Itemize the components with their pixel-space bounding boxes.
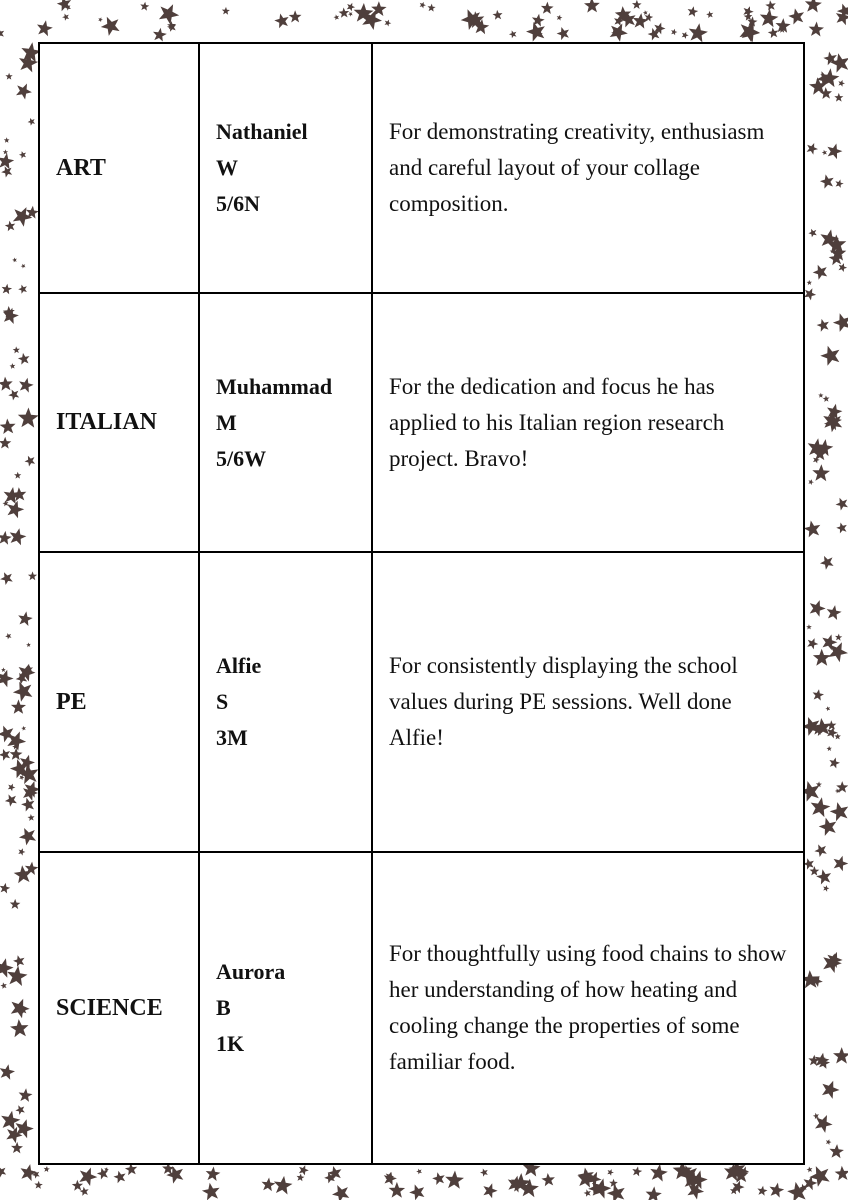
star-icon (5, 73, 12, 80)
star-icon (812, 464, 830, 481)
star-icon (4, 137, 10, 143)
star-icon (480, 1169, 488, 1177)
star-icon (833, 313, 848, 332)
star-icon (18, 353, 30, 365)
star-icon (202, 1183, 220, 1200)
student-class: 3M (216, 725, 248, 750)
star-icon (274, 1176, 293, 1195)
star-icon (0, 437, 11, 449)
student-cell (199, 293, 372, 552)
star-icon (3, 308, 19, 324)
star-icon (632, 0, 642, 9)
star-icon (8, 390, 19, 401)
star-icon (1, 1111, 20, 1131)
star-icon (12, 258, 17, 263)
star-icon (557, 15, 563, 21)
star-icon (829, 1144, 844, 1158)
star-icon (14, 472, 21, 479)
star-icon (80, 1187, 89, 1196)
reason-cell: For the dedication and focus he has applied to his Italian region research project. Bravo! (372, 293, 804, 552)
star-icon (37, 20, 53, 36)
star-icon (16, 84, 32, 100)
star-icon (820, 556, 834, 570)
star-icon (765, 0, 776, 11)
star-icon (836, 498, 848, 511)
star-icon (206, 1167, 221, 1182)
star-icon (420, 2, 426, 8)
star-icon (0, 1166, 6, 1177)
star-icon (827, 746, 832, 751)
star-icon (19, 151, 26, 159)
star-icon (813, 1113, 819, 1119)
reason-cell: For demonstrating creativity, enthusiasm and careful layout of your collage composition. (372, 43, 804, 293)
star-icon (62, 14, 69, 21)
star-icon (650, 1164, 668, 1182)
star-icon (348, 12, 353, 17)
star-icon (289, 10, 302, 22)
star-icon (26, 643, 31, 648)
star-icon (787, 1182, 807, 1200)
star-icon (347, 3, 355, 12)
star-icon (1, 667, 6, 672)
star-icon (57, 0, 71, 11)
star-icon (827, 605, 842, 620)
star-icon (0, 883, 10, 894)
star-icon (584, 1189, 591, 1197)
star-icon (839, 263, 848, 272)
star-icon (13, 346, 20, 353)
student-class: 1K (216, 1031, 245, 1056)
star-icon (432, 1172, 445, 1185)
star-icon (816, 869, 831, 884)
star-icon (834, 733, 841, 739)
star-icon (607, 1169, 614, 1176)
star-icon (557, 27, 569, 40)
star-icon (808, 479, 814, 485)
star-icon (509, 30, 517, 38)
star-icon (823, 885, 829, 892)
star-icon (334, 14, 340, 20)
subject-cell: ART (39, 43, 199, 293)
star-icon (806, 624, 812, 629)
award-row-italian (39, 293, 804, 552)
star-icon (44, 1166, 50, 1172)
star-icon (13, 955, 24, 967)
star-icon (830, 802, 848, 821)
award-row-pe (39, 552, 804, 852)
student-initial: B (216, 995, 231, 1020)
star-icon (805, 0, 822, 13)
subject-cell: PE (39, 552, 199, 852)
star-icon (409, 1184, 424, 1200)
star-icon (385, 20, 392, 27)
star-icon (19, 1088, 33, 1102)
star-icon (10, 899, 21, 909)
star-icon (822, 1081, 840, 1099)
student-first-name: Aurora (216, 959, 286, 984)
star-icon (10, 363, 16, 369)
student-class: 5/6N (216, 191, 260, 216)
star-icon (5, 221, 16, 232)
star-icon (646, 1186, 662, 1200)
star-icon (98, 17, 103, 22)
star-icon (810, 600, 826, 617)
star-icon (3, 149, 8, 154)
star-icon (811, 797, 831, 817)
star-icon (826, 1139, 832, 1145)
star-icon (11, 999, 30, 1019)
star-icon (10, 528, 27, 545)
star-icon (817, 319, 829, 332)
student-class: 5/6W (216, 445, 267, 471)
star-icon (274, 14, 288, 29)
star-icon (18, 848, 25, 855)
star-icon (827, 720, 837, 730)
star-icon (807, 1167, 813, 1173)
star-icon (760, 9, 779, 27)
star-icon (0, 1064, 15, 1080)
star-icon (384, 1172, 397, 1185)
star-icon (541, 2, 554, 14)
star-icon (643, 10, 648, 15)
star-icon (0, 531, 12, 545)
star-icon (682, 32, 689, 39)
star-icon (445, 1171, 464, 1189)
star-icon (834, 856, 848, 871)
star-icon (222, 7, 230, 15)
star-icon (5, 794, 17, 806)
star-icon (768, 28, 779, 39)
star-icon (804, 521, 821, 538)
star-icon (809, 22, 824, 37)
award-row-art (39, 43, 804, 293)
star-icon (21, 726, 26, 731)
star-icon (0, 749, 10, 761)
star-icon (11, 1142, 23, 1154)
star-icon (688, 6, 699, 17)
star-icon (807, 638, 818, 649)
star-icon (829, 758, 840, 769)
star-icon (671, 29, 677, 36)
star-icon (810, 866, 820, 876)
star-icon (813, 689, 824, 700)
star-icon (153, 28, 167, 42)
star-icon (835, 179, 843, 188)
star-icon (7, 501, 24, 519)
star-icon (541, 1173, 555, 1186)
star-icon (332, 1185, 349, 1200)
star-icon (8, 784, 16, 792)
star-icon (833, 1047, 848, 1064)
star-icon (836, 523, 847, 534)
subject-cell: SCIENCE (39, 852, 199, 1164)
student-first-name: Nathaniel (216, 119, 308, 144)
star-icon (818, 393, 823, 398)
subject-cell: ITALIAN (39, 293, 199, 552)
star-icon (770, 1183, 785, 1198)
star-icon (493, 10, 503, 20)
star-icon (297, 1174, 305, 1182)
star-icon (632, 1166, 642, 1176)
star-icon (262, 1178, 276, 1192)
star-icon (3, 500, 9, 506)
star-icon (813, 649, 831, 666)
star-icon (18, 611, 33, 626)
star-icon (0, 153, 14, 169)
star-icon (11, 699, 26, 713)
star-icon (807, 143, 818, 155)
star-icon (788, 8, 804, 24)
star-icon (820, 174, 834, 188)
star-icon (483, 1183, 497, 1198)
star-icon (101, 17, 120, 36)
student-initial: W (216, 155, 238, 180)
star-icon (526, 22, 545, 42)
star-icon (584, 0, 600, 13)
star-icon (18, 408, 39, 428)
star-icon (28, 814, 35, 821)
award-row-science (39, 852, 804, 1164)
star-icon (808, 229, 816, 238)
star-icon (0, 377, 13, 391)
awards-table (38, 42, 805, 1165)
star-icon (820, 346, 839, 366)
star-icon (159, 4, 179, 25)
star-icon (34, 1181, 42, 1189)
star-icon (140, 2, 149, 11)
star-icon (13, 682, 33, 702)
star-icon (19, 828, 36, 845)
reason-cell: For consistently displaying the school values during PE sessions. Well done Alfie! (372, 552, 804, 852)
student-initial: S (216, 689, 229, 714)
star-icon (15, 1105, 25, 1115)
star-icon (0, 982, 6, 989)
star-icon (19, 378, 33, 393)
star-icon (757, 1186, 767, 1196)
star-icon (804, 288, 816, 300)
star-icon (687, 1183, 704, 1200)
star-icon (10, 1019, 29, 1037)
student-cell (199, 43, 372, 293)
star-icon (114, 1171, 126, 1184)
star-icon (28, 571, 37, 580)
star-icon (0, 419, 16, 435)
star-icon (5, 633, 11, 639)
star-icon (0, 29, 4, 38)
star-icon (838, 80, 845, 87)
star-icon (0, 572, 13, 585)
star-icon (706, 11, 713, 18)
star-icon (609, 1179, 618, 1187)
star-icon (25, 456, 36, 467)
star-icon (834, 93, 843, 102)
star-icon (819, 818, 837, 836)
star-icon (1, 166, 12, 177)
student-initial: M (216, 409, 237, 435)
star-icon (389, 1182, 406, 1198)
star-icon (21, 798, 34, 812)
star-icon (0, 670, 14, 687)
student-cell (199, 552, 372, 852)
student-first-name: Alfie (216, 653, 262, 678)
star-icon (416, 1169, 422, 1175)
star-icon (807, 280, 812, 285)
star-icon (827, 144, 842, 160)
star-icon (428, 4, 436, 12)
star-icon (825, 706, 830, 711)
star-icon (2, 284, 13, 294)
student-cell (199, 852, 372, 1164)
star-icon (79, 1168, 97, 1187)
star-icon (835, 1166, 848, 1181)
star-icon (21, 264, 26, 269)
star-icon (18, 285, 27, 294)
student-first-name: Muhammad (216, 373, 333, 399)
reason-cell: For thoughtfully using food chains to show her understanding of how heating and cooling change the properties of some familiar food. (372, 852, 804, 1164)
star-icon (835, 634, 842, 641)
star-icon (689, 23, 708, 42)
star-icon (813, 265, 828, 280)
star-icon (814, 844, 826, 857)
star-icon (822, 150, 827, 156)
star-icon (823, 395, 830, 402)
star-icon (299, 1165, 309, 1175)
star-icon (28, 118, 35, 126)
